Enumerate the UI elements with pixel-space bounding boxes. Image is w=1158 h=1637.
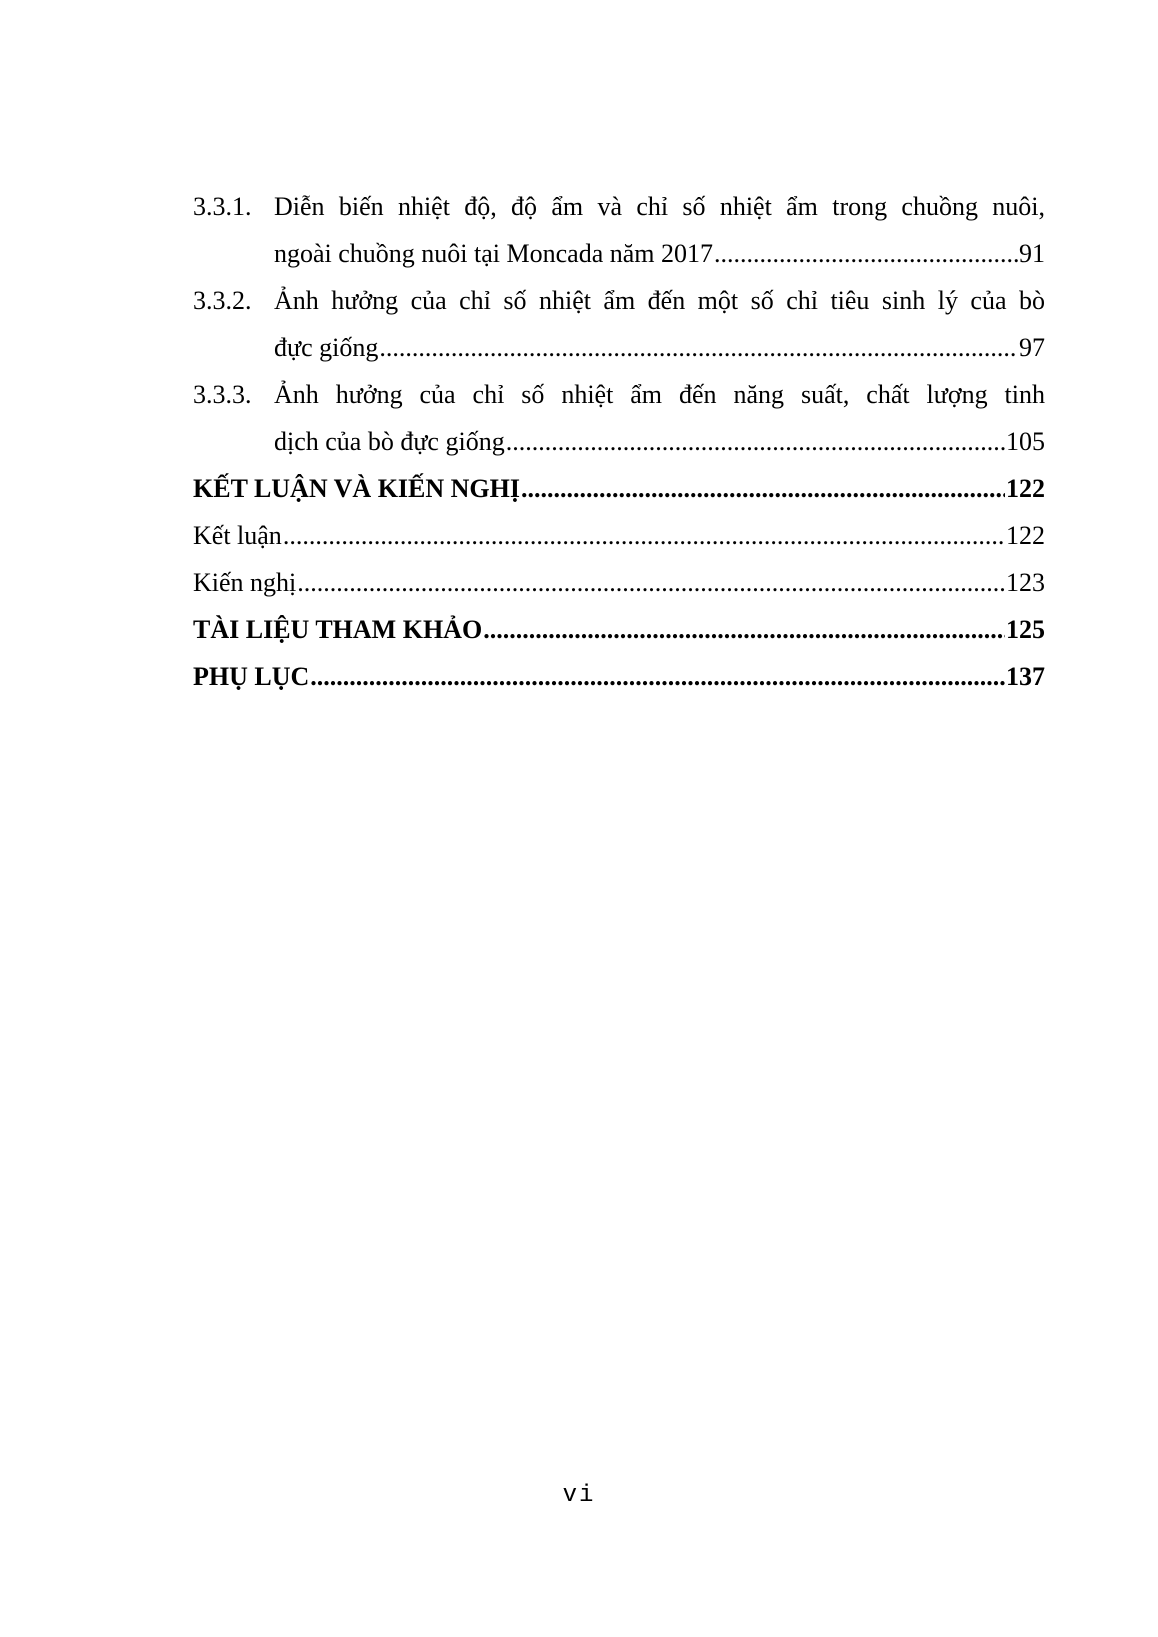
toc-entry-number: 3.3.3. (193, 380, 252, 409)
toc-entry-page-number: 105 (1006, 427, 1045, 456)
dot-leader (283, 512, 1005, 559)
toc-entry-title-text: ngoài chuồng nuôi tại Moncada năm 2017 (274, 239, 714, 268)
toc-entry-3-3-1[interactable] (193, 183, 1045, 277)
toc-entry-page-number: 137 (1006, 662, 1045, 691)
toc-entry-title-text: Kết luận (193, 521, 282, 550)
toc-entry-number: 3.3.1. (193, 192, 252, 221)
toc-entry-page-number: 122 (1006, 521, 1045, 550)
dot-leader (521, 465, 1005, 512)
toc-entry-title-text: Kiến nghị (193, 568, 297, 597)
toc-entry-page-number: 97 (1019, 333, 1045, 362)
toc-entry-3-3-2[interactable] (193, 277, 1045, 371)
toc-entry-phu-luc[interactable] (193, 653, 1045, 700)
toc-entry-title-line-2 (274, 324, 1045, 371)
page-number-footer: vi (562, 1482, 596, 1509)
toc-entry-title-text: dịch của bò đực giống (274, 427, 505, 456)
toc-entry-title-line-1: Ảnh hưởng của chỉ số nhiệt ẩm đến một số chỉ tiêu sinh lý của bò (274, 286, 1045, 315)
table-of-contents (193, 183, 1045, 700)
toc-entry-ket-luan-va-kien-nghi[interactable] (193, 465, 1045, 512)
toc-entry-ket-luan[interactable] (193, 512, 1045, 559)
toc-entry-3-3-3[interactable] (193, 371, 1045, 465)
toc-entry-title-line-2 (274, 418, 1045, 465)
toc-entry-title-text: TÀI LIỆU THAM KHẢO (193, 615, 483, 644)
toc-entry-page-number: 91 (1019, 239, 1045, 268)
toc-entry-number: 3.3.2. (193, 286, 252, 315)
dot-leader (483, 606, 1005, 653)
toc-entry-page-number: 122 (1006, 474, 1045, 503)
toc-entry-page-number: 125 (1006, 615, 1045, 644)
dot-leader (310, 653, 1005, 700)
toc-entry-title-text: KẾT LUẬN VÀ KIẾN NGHỊ (193, 474, 520, 503)
toc-entry-page-number: 123 (1006, 568, 1045, 597)
toc-entry-tai-lieu-tham-khao[interactable] (193, 606, 1045, 653)
dot-leader (297, 559, 1005, 606)
toc-entry-title-line-2 (274, 230, 1045, 277)
dot-leader (379, 324, 1018, 371)
toc-entry-kien-nghi[interactable] (193, 559, 1045, 606)
toc-entry-title-text: đực giống (274, 333, 379, 362)
dot-leader (506, 418, 1005, 465)
toc-entry-title-text: PHỤ LỤC (193, 662, 310, 691)
dot-leader (714, 230, 1018, 277)
toc-entry-title-line-1: Diễn biến nhiệt độ, độ ẩm và chỉ số nhiệt ẩm trong chuồng nuôi, (274, 192, 1045, 221)
toc-entry-title-line-1: Ảnh hưởng của chỉ số nhiệt ẩm đến năng suất, chất lượng tinh (274, 380, 1045, 409)
